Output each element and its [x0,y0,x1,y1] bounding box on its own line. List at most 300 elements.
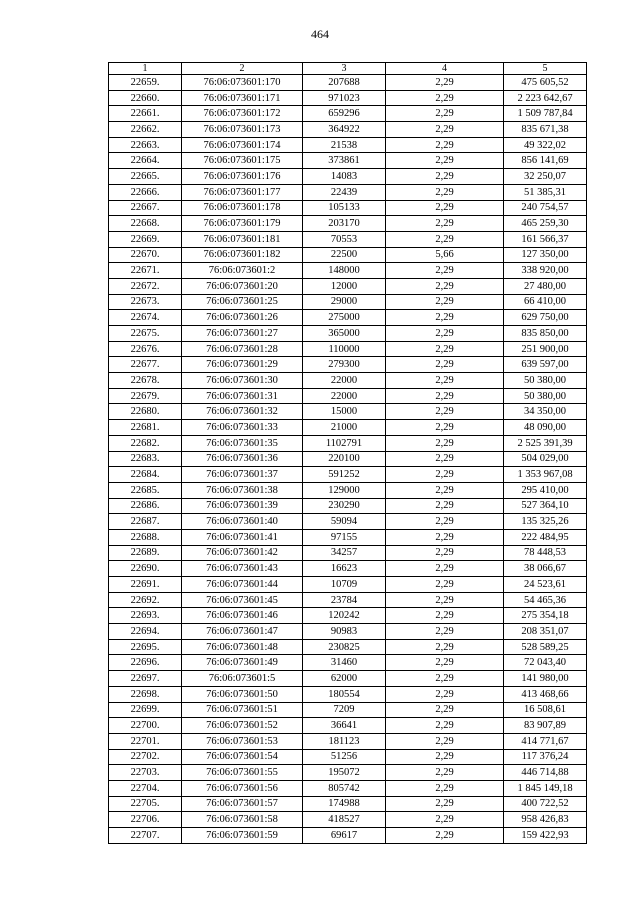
cadastral-number-cell: 76:06:073601:176 [182,169,303,185]
row-number-cell: 22673. [109,294,182,310]
amount-cell: 629 750,00 [504,310,587,326]
row-number-cell: 22687. [109,514,182,530]
area-cell: 659296 [303,106,386,122]
row-number-cell: 22675. [109,326,182,342]
row-number-cell: 22693. [109,608,182,624]
rate-cell: 2,29 [386,373,504,389]
cadastral-number-cell: 76:06:073601:25 [182,294,303,310]
table-row [109,467,587,483]
area-cell: 22439 [303,184,386,200]
cadastral-number-cell: 76:06:073601:27 [182,326,303,342]
amount-cell: 34 350,00 [504,404,587,420]
rate-cell: 2,29 [386,733,504,749]
amount-cell: 504 029,00 [504,451,587,467]
amount-cell: 83 907,89 [504,718,587,734]
area-cell: 230825 [303,639,386,655]
row-number-cell: 22706. [109,812,182,828]
cadastral-number-cell: 76:06:073601:174 [182,137,303,153]
rate-cell: 2,29 [386,765,504,781]
row-number-cell: 22689. [109,545,182,561]
area-cell: 180554 [303,686,386,702]
table-row [109,545,587,561]
row-number-cell: 22662. [109,122,182,138]
area-cell: 22000 [303,388,386,404]
table-row [109,812,587,828]
amount-cell: 1 353 967,08 [504,467,587,483]
column-header: 4 [386,63,504,75]
row-number-cell: 22688. [109,529,182,545]
rate-cell: 2,29 [386,263,504,279]
row-number-cell: 22702. [109,749,182,765]
row-number-cell: 22659. [109,75,182,91]
row-number-cell: 22694. [109,624,182,640]
cadastral-number-cell: 76:06:073601:54 [182,749,303,765]
amount-cell: 51 385,31 [504,184,587,200]
amount-cell: 127 350,00 [504,247,587,263]
row-number-cell: 22691. [109,577,182,593]
cadastral-number-cell: 76:06:073601:52 [182,718,303,734]
area-cell: 21000 [303,420,386,436]
page-number: 464 [311,27,329,41]
rate-cell: 2,29 [386,702,504,718]
cadastral-number-cell: 76:06:073601:37 [182,467,303,483]
row-number-cell: 22684. [109,467,182,483]
area-cell: 148000 [303,263,386,279]
row-number-cell: 22680. [109,404,182,420]
table-row [109,451,587,467]
cadastral-number-cell: 76:06:073601:170 [182,75,303,91]
area-cell: 23784 [303,592,386,608]
table-row [109,498,587,514]
table-header-row [109,63,587,75]
rate-cell: 2,29 [386,655,504,671]
table-row [109,749,587,765]
area-cell: 220100 [303,451,386,467]
amount-cell: 275 354,18 [504,608,587,624]
amount-cell: 66 410,00 [504,294,587,310]
area-cell: 15000 [303,404,386,420]
row-number-cell: 22686. [109,498,182,514]
cadastral-number-cell: 76:06:073601:29 [182,357,303,373]
amount-cell: 24 523,61 [504,577,587,593]
rate-cell: 2,29 [386,153,504,169]
table-row [109,624,587,640]
rate-cell: 2,29 [386,467,504,483]
table-row [109,231,587,247]
table-row [109,780,587,796]
row-number-cell: 22660. [109,90,182,106]
table-row [109,247,587,263]
table-row [109,75,587,91]
table-row [109,137,587,153]
rate-cell: 2,29 [386,326,504,342]
amount-cell: 2 525 391,39 [504,435,587,451]
amount-cell: 222 484,95 [504,529,587,545]
column-header: 2 [182,63,303,75]
rate-cell: 2,29 [386,231,504,247]
area-cell: 51256 [303,749,386,765]
row-number-cell: 22677. [109,357,182,373]
area-cell: 207688 [303,75,386,91]
area-cell: 10709 [303,577,386,593]
area-cell: 129000 [303,482,386,498]
table-row [109,796,587,812]
area-cell: 1102791 [303,435,386,451]
row-number-cell: 22664. [109,153,182,169]
area-cell: 181123 [303,733,386,749]
rate-cell: 2,29 [386,529,504,545]
column-header: 5 [504,63,587,75]
amount-cell: 465 259,30 [504,216,587,232]
cadastral-number-cell: 76:06:073601:2 [182,263,303,279]
amount-cell: 2 223 642,67 [504,90,587,106]
cadastral-number-cell: 76:06:073601:40 [182,514,303,530]
area-cell: 7209 [303,702,386,718]
row-number-cell: 22668. [109,216,182,232]
cadastral-number-cell: 76:06:073601:59 [182,828,303,844]
cadastral-number-cell: 76:06:073601:58 [182,812,303,828]
table-row [109,686,587,702]
area-cell: 34257 [303,545,386,561]
amount-cell: 38 066,67 [504,561,587,577]
cadastral-number-cell: 76:06:073601:50 [182,686,303,702]
cadastral-number-cell: 76:06:073601:171 [182,90,303,106]
rate-cell: 2,29 [386,341,504,357]
row-number-cell: 22685. [109,482,182,498]
area-cell: 230290 [303,498,386,514]
table-row [109,388,587,404]
table-row [109,90,587,106]
row-number-cell: 22678. [109,373,182,389]
row-number-cell: 22697. [109,671,182,687]
cadastral-number-cell: 76:06:073601:5 [182,671,303,687]
cadastral-number-cell: 76:06:073601:55 [182,765,303,781]
area-cell: 365000 [303,326,386,342]
amount-cell: 1 845 149,18 [504,780,587,796]
row-number-cell: 22701. [109,733,182,749]
area-cell: 21538 [303,137,386,153]
rate-cell: 2,29 [386,624,504,640]
row-number-cell: 22704. [109,780,182,796]
row-number-cell: 22692. [109,592,182,608]
row-number-cell: 22679. [109,388,182,404]
rate-cell: 2,29 [386,545,504,561]
area-cell: 62000 [303,671,386,687]
cadastral-number-cell: 76:06:073601:46 [182,608,303,624]
amount-cell: 27 480,00 [504,278,587,294]
row-number-cell: 22696. [109,655,182,671]
row-number-cell: 22683. [109,451,182,467]
amount-cell: 208 351,07 [504,624,587,640]
row-number-cell: 22682. [109,435,182,451]
table-row [109,765,587,781]
area-cell: 195072 [303,765,386,781]
amount-cell: 856 141,69 [504,153,587,169]
cadastral-number-cell: 76:06:073601:56 [182,780,303,796]
cadastral-number-cell: 76:06:073601:31 [182,388,303,404]
rate-cell: 2,29 [386,812,504,828]
rate-cell: 2,29 [386,796,504,812]
rate-cell: 2,29 [386,404,504,420]
amount-cell: 72 043,40 [504,655,587,671]
area-cell: 805742 [303,780,386,796]
area-cell: 70553 [303,231,386,247]
table-row [109,373,587,389]
data-table [108,62,587,844]
rate-cell: 2,29 [386,106,504,122]
rate-cell: 2,29 [386,420,504,436]
amount-cell: 527 364,10 [504,498,587,514]
amount-cell: 54 465,36 [504,592,587,608]
cadastral-number-cell: 76:06:073601:172 [182,106,303,122]
amount-cell: 639 597,00 [504,357,587,373]
rate-cell: 2,29 [386,482,504,498]
table-row [109,561,587,577]
table-row [109,404,587,420]
area-cell: 31460 [303,655,386,671]
rate-cell: 2,29 [386,388,504,404]
row-number-cell: 22676. [109,341,182,357]
row-number-cell: 22705. [109,796,182,812]
table-row [109,153,587,169]
row-number-cell: 22690. [109,561,182,577]
table-row [109,529,587,545]
table-row [109,671,587,687]
amount-cell: 400 722,52 [504,796,587,812]
cadastral-number-cell: 76:06:073601:49 [182,655,303,671]
area-cell: 14083 [303,169,386,185]
amount-cell: 50 380,00 [504,388,587,404]
rate-cell: 2,29 [386,435,504,451]
cadastral-number-cell: 76:06:073601:177 [182,184,303,200]
area-cell: 591252 [303,467,386,483]
amount-cell: 446 714,88 [504,765,587,781]
rate-cell: 2,29 [386,718,504,734]
cadastral-number-cell: 76:06:073601:51 [182,702,303,718]
cadastral-number-cell: 76:06:073601:32 [182,404,303,420]
row-number-cell: 22670. [109,247,182,263]
row-number-cell: 22700. [109,718,182,734]
cadastral-number-cell: 76:06:073601:36 [182,451,303,467]
row-number-cell: 22665. [109,169,182,185]
amount-cell: 48 090,00 [504,420,587,436]
rate-cell: 2,29 [386,75,504,91]
column-header: 3 [303,63,386,75]
area-cell: 364922 [303,122,386,138]
amount-cell: 528 589,25 [504,639,587,655]
row-number-cell: 22672. [109,278,182,294]
rate-cell: 2,29 [386,639,504,655]
rate-cell: 2,29 [386,278,504,294]
cadastral-number-cell: 76:06:073601:28 [182,341,303,357]
table-body [109,75,587,844]
cadastral-number-cell: 76:06:073601:182 [182,247,303,263]
table-row [109,718,587,734]
rate-cell: 2,29 [386,137,504,153]
row-number-cell: 22698. [109,686,182,702]
rate-cell: 2,29 [386,294,504,310]
rate-cell: 2,29 [386,828,504,844]
rate-cell: 2,29 [386,498,504,514]
row-number-cell: 22703. [109,765,182,781]
row-number-cell: 22671. [109,263,182,279]
cadastral-number-cell: 76:06:073601:44 [182,577,303,593]
amount-cell: 16 508,61 [504,702,587,718]
row-number-cell: 22699. [109,702,182,718]
table-row [109,106,587,122]
cadastral-number-cell: 76:06:073601:179 [182,216,303,232]
table-row [109,655,587,671]
area-cell: 97155 [303,529,386,545]
row-number-cell: 22661. [109,106,182,122]
row-number-cell: 22667. [109,200,182,216]
amount-cell: 161 566,37 [504,231,587,247]
cadastral-number-cell: 76:06:073601:30 [182,373,303,389]
cadastral-number-cell: 76:06:073601:178 [182,200,303,216]
area-cell: 105133 [303,200,386,216]
cadastral-number-cell: 76:06:073601:33 [182,420,303,436]
rate-cell: 2,29 [386,122,504,138]
area-cell: 22500 [303,247,386,263]
cadastral-number-cell: 76:06:073601:43 [182,561,303,577]
rate-cell: 2,29 [386,561,504,577]
area-cell: 373861 [303,153,386,169]
row-number-cell: 22663. [109,137,182,153]
cadastral-number-cell: 76:06:073601:53 [182,733,303,749]
rate-cell: 2,29 [386,577,504,593]
area-cell: 59094 [303,514,386,530]
amount-cell: 159 422,93 [504,828,587,844]
amount-cell: 835 671,38 [504,122,587,138]
area-cell: 418527 [303,812,386,828]
amount-cell: 835 850,00 [504,326,587,342]
rate-cell: 2,29 [386,671,504,687]
cadastral-number-cell: 76:06:073601:173 [182,122,303,138]
cadastral-number-cell: 76:06:073601:35 [182,435,303,451]
area-cell: 36641 [303,718,386,734]
table-row [109,577,587,593]
cadastral-number-cell: 76:06:073601:45 [182,592,303,608]
area-cell: 971023 [303,90,386,106]
rate-cell: 2,29 [386,310,504,326]
table-row [109,702,587,718]
area-cell: 12000 [303,278,386,294]
table-row [109,514,587,530]
amount-cell: 295 410,00 [504,482,587,498]
cadastral-number-cell: 76:06:073601:26 [182,310,303,326]
area-cell: 275000 [303,310,386,326]
table-row [109,184,587,200]
table-row [109,639,587,655]
amount-cell: 240 754,57 [504,200,587,216]
rate-cell: 2,29 [386,169,504,185]
cadastral-number-cell: 76:06:073601:42 [182,545,303,561]
area-cell: 69617 [303,828,386,844]
rate-cell: 2,29 [386,200,504,216]
rate-cell: 2,29 [386,451,504,467]
cadastral-number-cell: 76:06:073601:20 [182,278,303,294]
row-number-cell: 22669. [109,231,182,247]
rate-cell: 2,29 [386,686,504,702]
rate-cell: 2,29 [386,184,504,200]
area-cell: 16623 [303,561,386,577]
amount-cell: 958 426,83 [504,812,587,828]
table-row [109,169,587,185]
area-cell: 120242 [303,608,386,624]
cadastral-number-cell: 76:06:073601:39 [182,498,303,514]
amount-cell: 135 325,26 [504,514,587,530]
cadastral-number-cell: 76:06:073601:181 [182,231,303,247]
table-row [109,310,587,326]
cadastral-number-cell: 76:06:073601:175 [182,153,303,169]
amount-cell: 141 980,00 [504,671,587,687]
table-row [109,326,587,342]
area-cell: 29000 [303,294,386,310]
table-row [109,216,587,232]
table-row [109,592,587,608]
rate-cell: 5,66 [386,247,504,263]
table-row [109,357,587,373]
table-row [109,278,587,294]
area-cell: 203170 [303,216,386,232]
table-row [109,828,587,844]
amount-cell: 414 771,67 [504,733,587,749]
amount-cell: 251 900,00 [504,341,587,357]
area-cell: 174988 [303,796,386,812]
table-row [109,482,587,498]
area-cell: 90983 [303,624,386,640]
rate-cell: 2,29 [386,514,504,530]
rate-cell: 2,29 [386,216,504,232]
row-number-cell: 22707. [109,828,182,844]
table-row [109,122,587,138]
cadastral-number-cell: 76:06:073601:57 [182,796,303,812]
amount-cell: 49 322,02 [504,137,587,153]
table-row [109,341,587,357]
row-number-cell: 22674. [109,310,182,326]
table-row [109,420,587,436]
cadastral-number-cell: 76:06:073601:38 [182,482,303,498]
rate-cell: 2,29 [386,90,504,106]
amount-cell: 338 920,00 [504,263,587,279]
table-row [109,733,587,749]
table-row [109,435,587,451]
amount-cell: 413 468,66 [504,686,587,702]
table-row [109,294,587,310]
table-row [109,200,587,216]
cadastral-number-cell: 76:06:073601:41 [182,529,303,545]
column-header: 1 [109,63,182,75]
cadastral-number-cell: 76:06:073601:48 [182,639,303,655]
amount-cell: 117 376,24 [504,749,587,765]
row-number-cell: 22695. [109,639,182,655]
row-number-cell: 22666. [109,184,182,200]
row-number-cell: 22681. [109,420,182,436]
amount-cell: 50 380,00 [504,373,587,389]
rate-cell: 2,29 [386,357,504,373]
rate-cell: 2,29 [386,780,504,796]
amount-cell: 32 250,07 [504,169,587,185]
area-cell: 22000 [303,373,386,389]
amount-cell: 475 605,52 [504,75,587,91]
table-row [109,263,587,279]
rate-cell: 2,29 [386,608,504,624]
area-cell: 279300 [303,357,386,373]
table-row [109,608,587,624]
amount-cell: 78 448,53 [504,545,587,561]
amount-cell: 1 509 787,84 [504,106,587,122]
rate-cell: 2,29 [386,592,504,608]
